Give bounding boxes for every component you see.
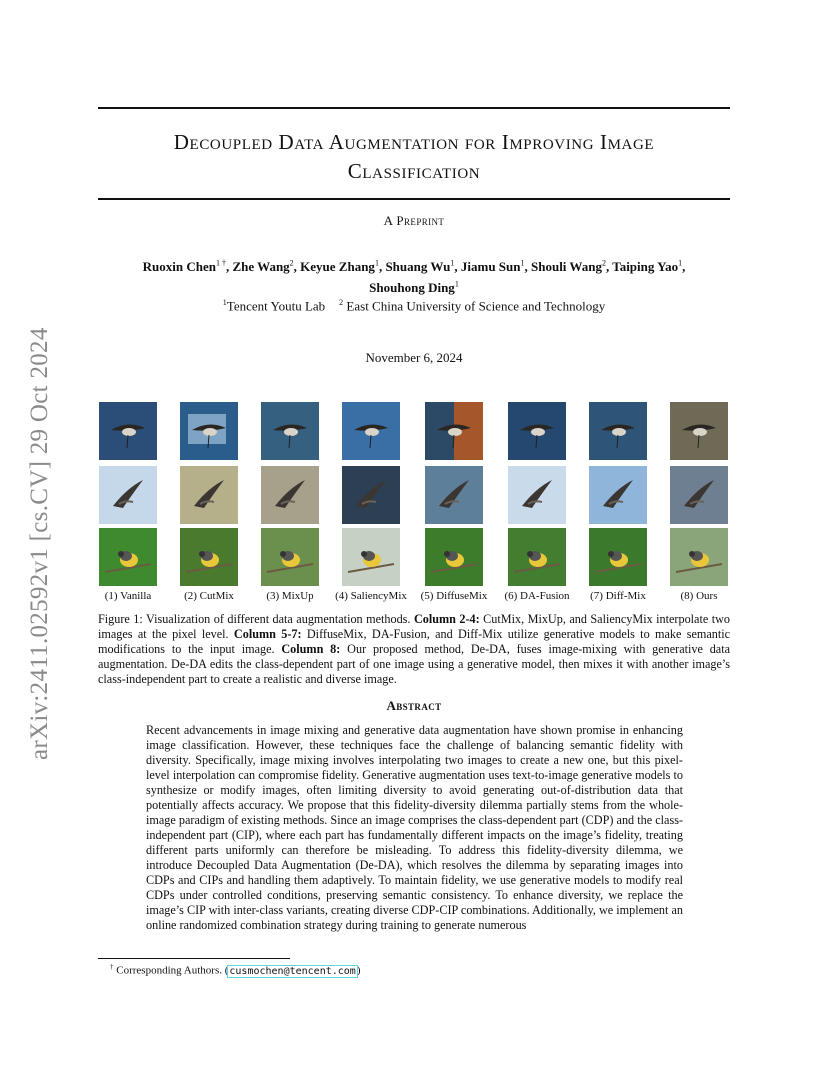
figure-image <box>342 528 400 586</box>
figure-image <box>425 528 483 586</box>
figure-image <box>261 528 319 586</box>
figure-image <box>589 402 647 460</box>
figure-image <box>670 466 728 524</box>
figure-image <box>180 402 238 460</box>
figure-image <box>99 528 157 586</box>
abstract-body: Recent advancements in image mixing and generative data augmentation have shown promise in enhancing image classification. However, these techniques face the challenge of balancing semantic fidelity with diversity. Specifically, image mixing involves interpolating two images to create a new one, but this pixel-level interpolation can compromise fidelity. Generative augmentation uses text-to-image generative models to synthesize or modify images, often limiting diversity to avoid generating out-of-distribution data that potentially affects accuracy. We propose that this fidelity-diversity dilemma partially stems from the whole-image paradigm of existing methods. Since an image comprises the class-dependent part (CDP) and the class-independent part (CIP), where each part has fundamentally different impacts on the image’s fidelity, treating different parts uniformly can therefore be misleading. To address this fidelity-diversity dilemma, we introduce Decoupled Data Augmentation (De-DA), which resolves the dilemma by separating images into CDPs and CIPs and handling them adaptively. To maintain fidelity, we use generative models to modify real CDPs under controlled conditions, preserving semantic consistency. To enhance diversity, we replace the image’s CIP with inter-class variants, creating diverse CDP-CIP combinations. Additionally, we implement an online randomized combination strategy during training to generate numerous <box>146 723 683 932</box>
title-top-rule <box>98 107 730 109</box>
author: Jiamu Sun$^1$, <box>460 259 531 275</box>
title-line-1: Decoupled Data Augmentation for Improving Image <box>173 130 655 154</box>
figure-column-labels <box>98 590 730 606</box>
figure-image <box>508 402 566 460</box>
figure-column-label: (5) DiffuseMix <box>420 590 488 602</box>
author: Ruoxin Chen$^{1 \dagger}$, <box>142 259 233 275</box>
email-link[interactable]: cusmochen@tencent.com <box>229 965 356 977</box>
figure-image <box>180 466 238 524</box>
figure-image <box>99 402 157 460</box>
arxiv-identifier: arXiv:2411.02592v1 [cs.CV] 29 Oct 2024 <box>26 327 53 760</box>
author: Taiping Yao$^1$, <box>612 259 686 275</box>
abstract-heading: Abstract <box>386 698 442 713</box>
paper-title <box>98 128 730 186</box>
figure-column-label: (1) Vanilla <box>104 590 152 602</box>
figure-image <box>670 402 728 460</box>
figure-image <box>342 466 400 524</box>
title-bottom-rule <box>98 198 730 200</box>
figure-image <box>261 466 319 524</box>
figure-column-label: (4) SaliencyMix <box>335 590 407 602</box>
figure-image <box>589 466 647 524</box>
figure-image <box>589 528 647 586</box>
figure-column-label: (7) Diff-Mix <box>590 590 646 602</box>
figure-image <box>508 466 566 524</box>
figure-image <box>508 528 566 586</box>
publication-date: November 6, 2024 <box>365 350 463 365</box>
figure-image <box>670 528 728 586</box>
footnote-rule <box>98 958 290 959</box>
title-line-2: Classification <box>347 159 481 183</box>
author: Shouhong Ding$^1$ <box>369 279 459 295</box>
footnote: † Corresponding Authors. (cusmochen@tencent.com) <box>110 963 361 977</box>
figure-image-grid <box>98 402 730 588</box>
figure-image <box>342 402 400 460</box>
author: Keyue Zhang$^1$, <box>300 259 386 275</box>
figure-column-label: (3) MixUp <box>266 590 314 602</box>
figure-image <box>425 402 483 460</box>
preprint-label: A Preprint <box>383 213 445 228</box>
figure-column-label: (2) CutMix <box>184 590 234 602</box>
affiliations: $^1$Tencent Youtu Lab $^2$ East China University of Science and Technology <box>222 298 606 314</box>
figure-image <box>99 466 157 524</box>
author: Zhe Wang$^2$, <box>232 259 301 275</box>
figure-image <box>425 466 483 524</box>
author-list <box>110 255 718 296</box>
affiliation-2: East China University of Science and Technology <box>346 298 606 314</box>
author: Shuang Wu$^1$, <box>385 259 461 275</box>
figure-column-label: (8) Ours <box>680 590 718 602</box>
figure-column-label: (6) DA-Fusion <box>504 590 570 602</box>
figure-caption: Figure 1: Visualization of different data augmentation methods. Column 2-4: CutMix, MixUp, and SaliencyMix interpolate two images at the pixel level. Column 5-7: DiffuseMix, DA-Fusion, and Diff-Mix utilize generative models to make semantic modifications to the input image. Column 8: Our proposed method, De-DA, fuses image-mixing with generative data augmentation. De-DA edits the class-dependent part of one image using a generative model, then mixes it with another image’s class-independent part to create a realistic and diverse image. <box>98 612 731 686</box>
affiliation-1: Tencent Youtu Lab <box>226 298 326 314</box>
figure-image <box>261 402 319 460</box>
figure-image <box>180 528 238 586</box>
author: Shouli Wang$^2$, <box>531 259 613 275</box>
